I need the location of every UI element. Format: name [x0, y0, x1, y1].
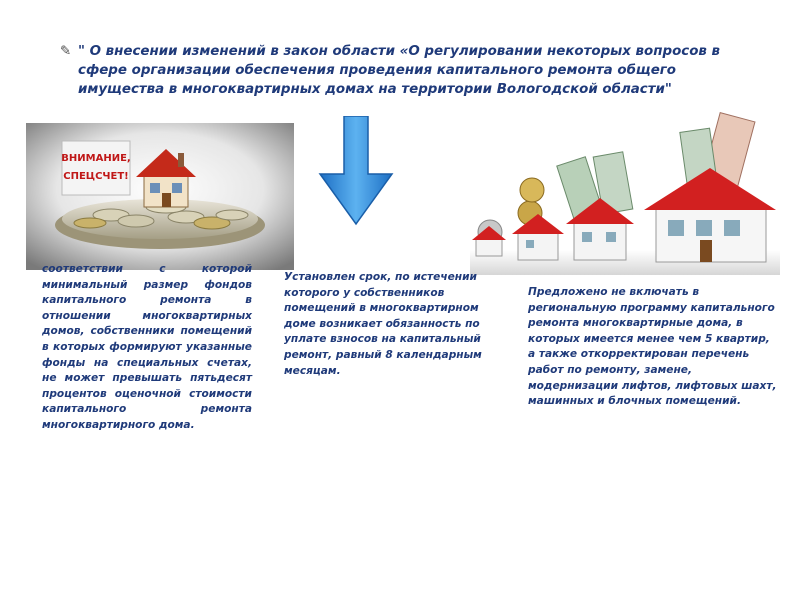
houses-with-money-image — [470, 110, 780, 275]
house-on-coins-image — [26, 123, 294, 270]
left-column-text: соответствии с которой минимальный размер фондов капитального ремонта в отношении многоквартирных домов, собственники помещений в которых формируют указанные фонды на специальных счетах, не может превышать пятьдесят процентов оценочной стоимости капитального ремонта многоквартирного дома. — [42, 263, 252, 431]
title-line-2: сфере организации обеспечения проведения капитального ремонта общего — [78, 63, 677, 78]
title-line-1: " О внесении изменений в закон области «О регулировании некоторых вопросов в — [78, 44, 721, 59]
title-line-3: имущества в многоквартирных домах на территории Вологодской области" — [78, 82, 672, 97]
down-arrow-icon — [318, 116, 394, 226]
middle-column-text: Установлен срок, по истечении которого у собственников помещений в многоквартирном доме возникает обязанность по уплате взносов на капитальный ремонт, равный 8 календарным месяцам. — [284, 271, 482, 377]
page-title — [60, 42, 760, 99]
svg-text:СПЕЦСЧЕТ!: СПЕЦСЧЕТ! — [63, 171, 129, 182]
svg-text:ВНИМАНИЕ,: ВНИМАНИЕ, — [61, 153, 131, 164]
pencil-icon: ✎ — [60, 44, 72, 59]
warning-sign — [61, 141, 130, 195]
right-column-text: Предложено не включать в региональную программу капитального ремонта многоквартирные дома, в которых имеется менее чем 5 квартир, а также откорректирован перечень работ по ремонту, замене, модернизации лифтов, лифтовых шахт, машинных и блочных помещений. — [528, 286, 777, 408]
